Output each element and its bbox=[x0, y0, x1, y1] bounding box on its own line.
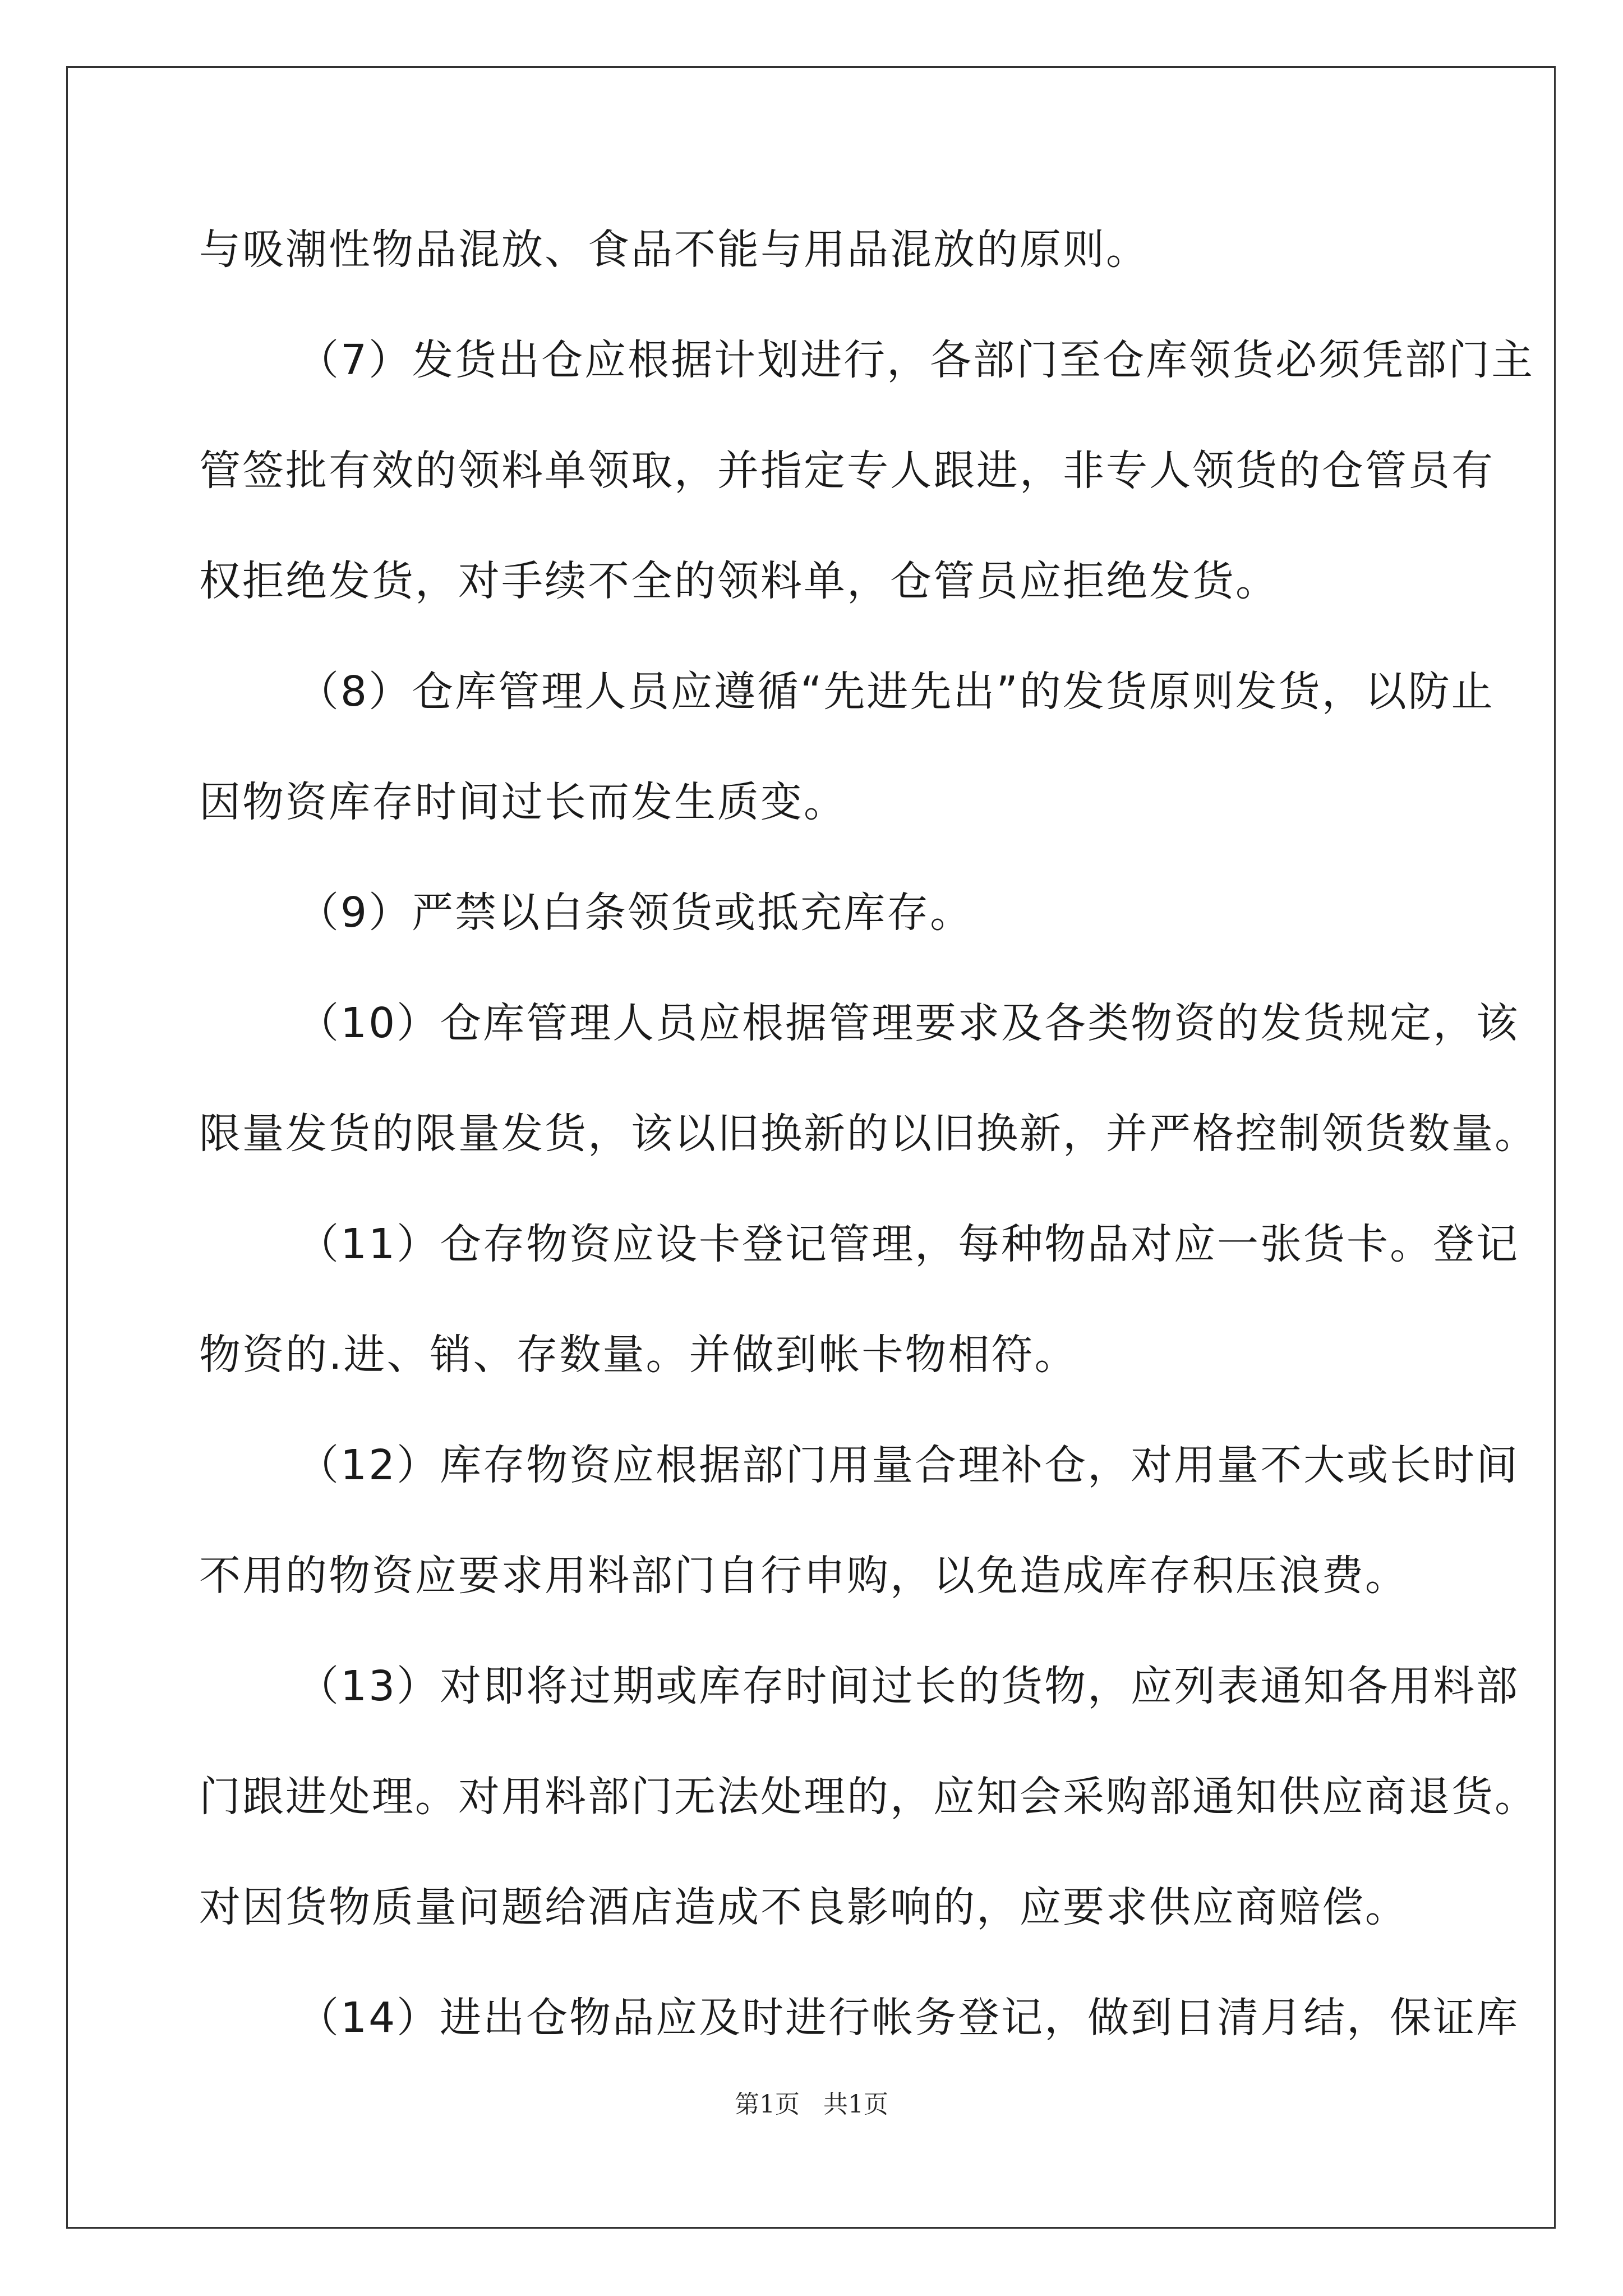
text-line: 门跟进处理。对用料部门无法处理的，应知会采购部通知供应商退货。 bbox=[199, 1773, 1538, 1821]
text-line: （8）仓库管理人员应遵循“先进先出”的发货原则发货，以防止 bbox=[297, 668, 1495, 716]
page-number-footer: 第1页 共1页 bbox=[735, 2090, 888, 2119]
text-line: （12）库存物资应根据部门用量合理补仓，对用量不大或长时间 bbox=[297, 1441, 1520, 1489]
text-line: （9）严禁以白条领货或抵充库存。 bbox=[297, 889, 974, 937]
text-line: 管签批有效的领料单领取，并指定专人跟进，非专人领货的仓管员有 bbox=[199, 447, 1495, 495]
text-line: 限量发货的限量发货，该以旧换新的以旧换新，并严格控制领货数量。 bbox=[199, 1110, 1538, 1158]
text-line: （7）发货出仓应根据计划进行，各部门至仓库领货必须凭部门主 bbox=[297, 336, 1535, 384]
text-line: 不用的物资应要求用料部门自行申购，以免造成库存积压浪费。 bbox=[199, 1552, 1408, 1600]
text-line: 对因货物质量问题给酒店造成不良影响的，应要求供应商赔偿。 bbox=[199, 1883, 1408, 1931]
text-line: （10）仓库管理人员应根据管理要求及各类物资的发货规定，该 bbox=[297, 999, 1520, 1047]
text-line: （14）进出仓物品应及时进行帐务登记，做到日清月结，保证库 bbox=[297, 1994, 1520, 2042]
text-line: （13）对即将过期或库存时间过长的货物，应列表通知各用料部 bbox=[297, 1662, 1520, 1710]
text-line: （11）仓存物资应设卡登记管理，每种物品对应一张货卡。登记 bbox=[297, 1220, 1520, 1268]
text-line: 权拒绝发货，对手续不全的领料单，仓管员应拒绝发货。 bbox=[199, 557, 1279, 605]
text-line: 因物资库存时间过长而发生质变。 bbox=[199, 778, 847, 826]
text-line: 物资的.进、销、存数量。并做到帐卡物相符。 bbox=[199, 1331, 1078, 1379]
text-line: 与吸潮性物品混放、食品不能与用品混放的原则。 bbox=[199, 226, 1149, 274]
